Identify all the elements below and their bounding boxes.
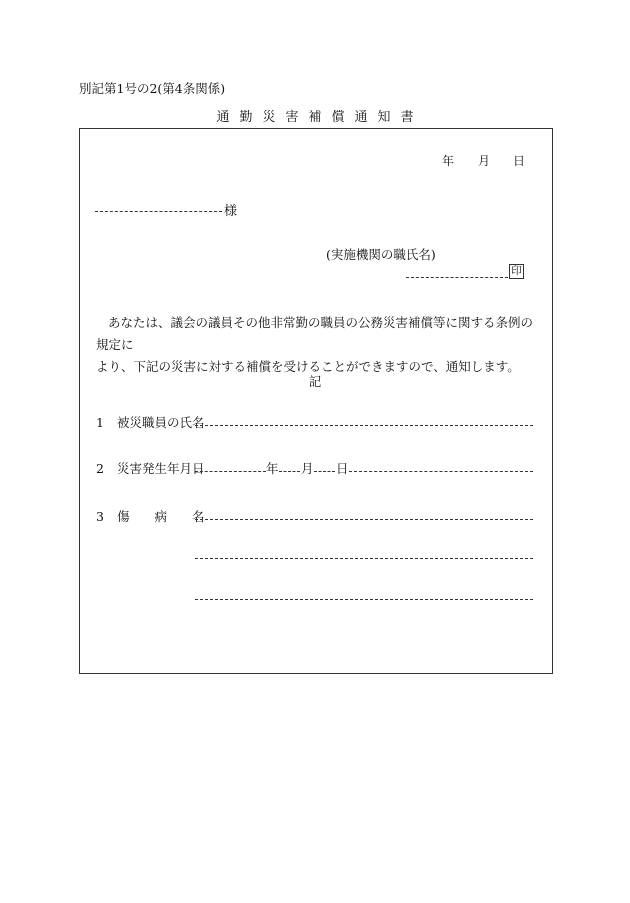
date-year-unit: 年 — [442, 154, 455, 168]
injury-name-line-1[interactable] — [195, 519, 533, 520]
seal-mark: 印 — [509, 264, 524, 279]
item-2-number: 2 — [96, 461, 104, 476]
date-day-unit: 日 — [513, 154, 526, 168]
item-1-label: 被災職員の氏名 — [116, 415, 205, 430]
notice-body-line-2: より、下記の災害に対する補償を受けることができますので、通知します。 — [96, 359, 520, 374]
document-title: 通勤災害補償通知書 — [216, 110, 424, 125]
item-2-label: 災害発生年月日 — [116, 461, 205, 476]
accident-year-unit: 年 — [266, 461, 279, 476]
injury-name-line-3[interactable] — [195, 599, 533, 600]
victim-name-line[interactable] — [195, 425, 533, 426]
accident-year-line[interactable] — [195, 471, 266, 472]
item-3 — [96, 507, 204, 525]
injury-name-line-2[interactable] — [195, 558, 533, 559]
item-3-number: 3 — [96, 509, 104, 524]
item-1 — [96, 413, 204, 431]
item-1-number: 1 — [96, 415, 104, 430]
annex-label: 別記第1号の2(第4条関係) — [79, 81, 226, 96]
accident-date-trailing-line — [349, 471, 533, 472]
notice-body-line-1: あなたは、議会の議員その他非常勤の職員の公務災害補償等に関する条例の規定に — [96, 315, 534, 352]
form-frame — [79, 128, 553, 674]
notice-heading: 記 — [308, 374, 322, 389]
accident-month-unit: 月 — [301, 461, 314, 476]
issuer-label: (実施機関の職氏名) — [326, 247, 436, 262]
date-line — [0, 152, 630, 168]
notice-body — [96, 312, 544, 378]
accident-month-line[interactable] — [279, 471, 300, 472]
addressee-name-line[interactable] — [95, 211, 222, 212]
accident-day-unit: 日 — [336, 461, 349, 476]
addressee-honorific: 様 — [224, 204, 238, 219]
item-3-label: 傷 病 名 — [116, 509, 205, 524]
issuer-name-line[interactable] — [406, 277, 508, 278]
date-month-unit: 月 — [478, 154, 491, 168]
item-2 — [96, 459, 204, 477]
accident-day-line[interactable] — [314, 471, 335, 472]
